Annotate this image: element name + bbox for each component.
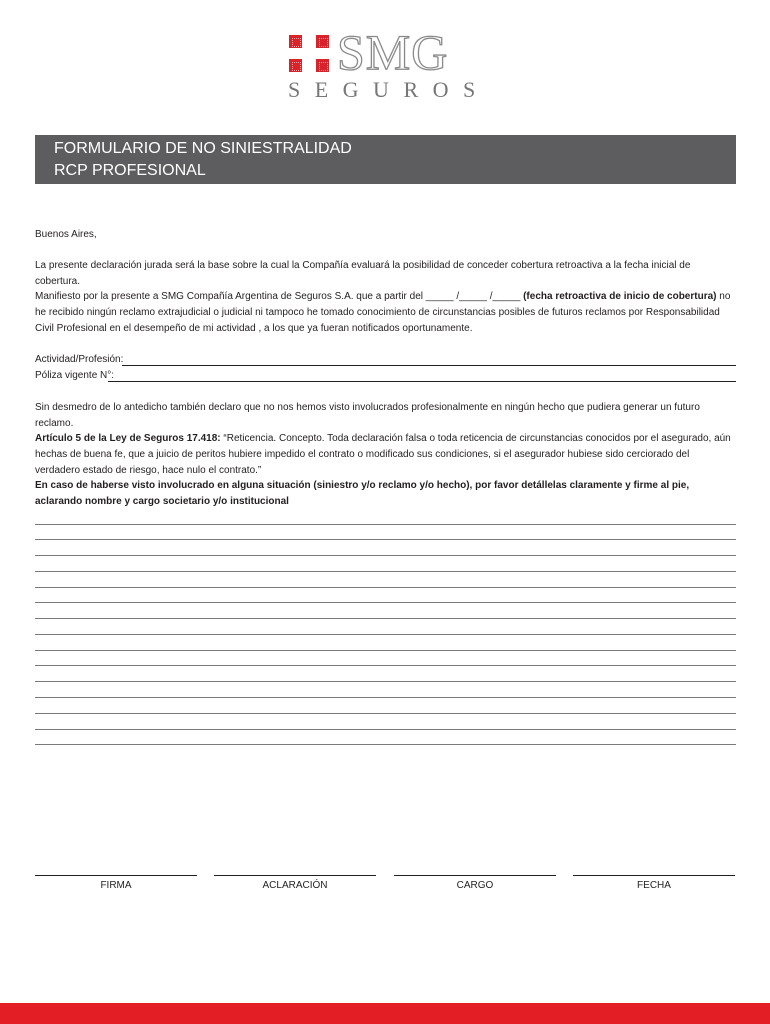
manifest-paragraph <box>35 289 737 337</box>
footer-bar <box>0 1003 770 1024</box>
date-field[interactable] <box>573 875 735 876</box>
position-label: CARGO <box>456 880 494 891</box>
writing-line <box>35 587 736 588</box>
writing-line <box>35 665 736 666</box>
activity-label: Actividad/Profesión: <box>35 354 124 365</box>
form-title-banner <box>35 135 736 184</box>
form-subtitle: RCP PROFESIONAL <box>54 162 206 179</box>
logo-square-icon <box>316 59 329 72</box>
writing-line <box>35 650 736 651</box>
logo-square-icon <box>289 59 302 72</box>
disclaimer-paragraph: Sin desmedro de lo antedicho también declaro que no nos hemos visto involucrados profesionalmente en ningún hecho que pudiera generar un futuro reclamo. <box>35 402 700 429</box>
instructions-paragraph: En caso de haberse visto involucrado en alguna situación (siniestro y/o reclamo y/o hecho), por favor detállelas claramente y firme al pie, aclarando nombre y cargo societario y/o institucional <box>35 480 690 507</box>
writing-line <box>35 634 736 635</box>
manifest-text-end: no he recibido ningún reclamo extrajudicial o judicial ni tampoco he tomado conocimiento de circunstancias posibles de futuros reclamos por Responsabilidad Civil Profesional en el desempeño de mi actividad , a los que ya fueran notificados oportunamente. <box>35 291 731 334</box>
writing-line <box>35 555 736 556</box>
logo-subword: SEGUROS <box>288 77 490 102</box>
activity-field[interactable] <box>122 365 736 366</box>
writing-line <box>35 713 736 714</box>
writing-line <box>35 602 736 603</box>
manifest-text-start: Manifiesto por la presente a SMG Compañía Argentina de Seguros S.A. que a partir del _____ /_____ /_____ <box>35 291 524 302</box>
article-text: “Reticencia. Concepto. Toda declaración falsa o toda reticencia de circunstancias conocidos por el asegurado, aún hechas de buena fe, que a juicio de peritos hubiere impedido el contrato o modificado sus condiciones, si el asegurador hubiese sido cerciorado del verdadero estado de riesgo, hace nulo el contrato.” <box>35 433 731 476</box>
logo-square-icon <box>289 35 302 48</box>
writing-line <box>35 744 736 745</box>
form-title: FORMULARIO DE NO SINIESTRALIDAD <box>54 140 352 157</box>
intro-paragraph: La presente declaración jurada será la base sobre la cual la Compañía evaluará la posibilidad de conceder cobertura retroactiva a la fecha inicial de cobertura. <box>35 260 691 287</box>
smg-seguros-logo <box>287 24 490 102</box>
clarification-label: ACLARACIÓN <box>262 880 328 891</box>
signature-field[interactable] <box>35 875 197 876</box>
date-label: FECHA <box>637 880 671 891</box>
signature-label: FIRMA <box>100 880 132 891</box>
place-line: Buenos Aires, <box>35 229 97 240</box>
writing-line <box>35 681 736 682</box>
policy-label: Póliza vigente N°: <box>35 370 115 381</box>
position-field[interactable] <box>394 875 556 876</box>
writing-line <box>35 618 736 619</box>
retroactive-date-label: (fecha retroactiva de inicio de cobertura) <box>523 291 717 302</box>
writing-line <box>35 729 736 730</box>
article-paragraph <box>35 431 737 479</box>
writing-line <box>35 539 736 540</box>
logo-square-icon <box>316 35 329 48</box>
article-heading: Artículo 5 de la Ley de Seguros 17.418: <box>35 433 221 444</box>
writing-line <box>35 571 736 572</box>
policy-number-field[interactable] <box>108 381 736 382</box>
logo-wordmark: SMG <box>337 24 449 80</box>
writing-line <box>35 524 736 525</box>
writing-line <box>35 697 736 698</box>
clarification-field[interactable] <box>214 875 376 876</box>
